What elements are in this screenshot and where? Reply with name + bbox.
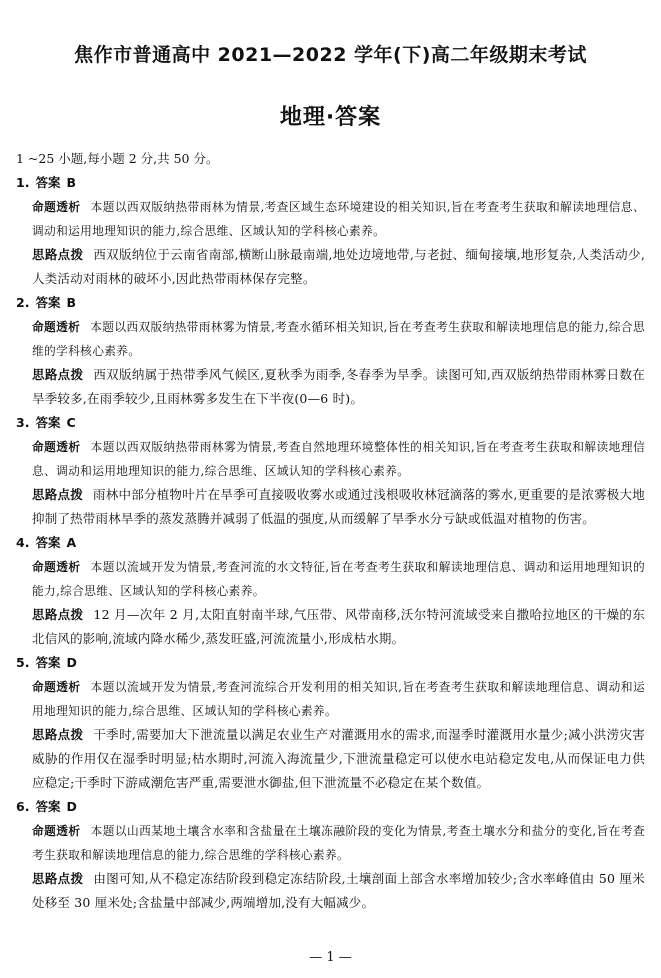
approach-paragraph [32,363,645,411]
analysis-paragraph [32,675,645,723]
approach-text: 12 月—次年 2 月,太阳直射南半球,气压带、风带南移,沃尔特河流域受来自撒哈拉地区的干燥的东北信风的影响,流域内降水稀少,蒸发旺盛,河流流量小,形成枯水期。 [32,607,645,646]
answer-line [16,411,645,435]
question-1 [16,171,645,291]
approach-label: 思路点拨 [32,607,84,622]
answer-value: A [66,535,77,550]
analysis-text: 本题以流域开发为情景,考查河流的水文特征,旨在考查考生获取和解读地理信息、调动和运用地理知识的能力,综合思维、区域认知的学科核心素养。 [32,560,645,598]
answer-value: C [66,415,76,430]
approach-text: 雨林中部分植物叶片在旱季可直接吸收雾水或通过浅根吸收林冠滴落的雾水,更重要的是浓雾极大地抑制了热带雨林旱季的蒸发蒸腾并减弱了低温的强度,从而缓解了旱季水分亏缺或低温对植物的伤害。 [32,487,645,526]
approach-label: 思路点拨 [32,247,84,262]
analysis-label: 命题透析 [32,560,81,574]
approach-paragraph [32,723,645,795]
approach-paragraph [32,867,645,915]
question-6 [16,795,645,915]
answer-value: B [66,295,76,310]
approach-text: 干季时,需要加大下泄流量以满足农业生产对灌溉用水的需求,而湿季时灌溉用水量少;减小洪涝灾害威胁的作用仅在湿季时明显;枯水期时,河流入海流量少,下泄流量稳定可以使水电站稳定发电,从而保证电力供应稳定;干季时下游咸潮危害严重,需要泄水御盐,但下泄流量不必稳定在某个数值。 [32,727,645,790]
approach-label: 思路点拨 [32,727,84,742]
analysis-text: 本题以流域开发为情景,考查河流综合开发利用的相关知识,旨在考查考生获取和解读地理信息、调动和运用地理知识的能力,综合思维、区域认知的学科核心素养。 [32,680,645,718]
question-number: 6. [16,799,30,814]
question-3 [16,411,645,531]
exam-subtitle: 地理·答案 [279,105,382,130]
question-5 [16,651,645,795]
approach-paragraph [32,243,645,291]
approach-label: 思路点拨 [32,367,84,382]
analysis-label: 命题透析 [32,440,81,454]
question-number: 1. [16,175,30,190]
approach-label: 思路点拨 [32,487,83,502]
analysis-label: 命题透析 [32,824,81,838]
analysis-label: 命题透析 [32,200,81,214]
answer-label: 答案 [35,655,61,670]
analysis-text: 本题以西双版纳热带雨林为情景,考查区域生态环境建设的相关知识,旨在考查考生获取和解读地理信息、调动和运用地理知识的能力,综合思维、区域认知的学科核心素养。 [32,200,645,238]
answer-value: D [66,799,77,814]
answer-value: B [66,175,76,190]
question-number: 5. [16,655,30,670]
question-number: 2. [16,295,30,310]
question-4 [16,531,645,651]
answer-line [16,171,645,195]
analysis-text: 本题以西双版纳热带雨林雾为情景,考查自然地理环境整体性的相关知识,旨在考查考生获取和解读地理信息、调动和运用地理知识的能力,综合思维、区域认知的学科核心素养。 [32,440,645,478]
approach-paragraph [32,603,645,651]
answer-label: 答案 [35,799,61,814]
question-number: 4. [16,535,30,550]
answer-label: 答案 [35,415,61,430]
answer-line [16,795,645,819]
answer-value: D [66,655,77,670]
answer-line [16,291,645,315]
answer-label: 答案 [35,295,61,310]
analysis-label: 命题透析 [32,320,81,334]
question-2 [16,291,645,411]
analysis-paragraph [32,315,645,363]
analysis-paragraph [32,435,645,483]
approach-text: 西双版纳属于热带季风气候区,夏秋季为雨季,冬春季为旱季。读图可知,西双版纳热带雨林雾日数在旱季较多,在雨季较少,且雨林雾多发生在下半夜(0—6 时)。 [32,367,645,406]
analysis-paragraph [32,819,645,867]
question-number: 3. [16,415,30,430]
analysis-text: 本题以西双版纳热带雨林雾为情景,考查水循环相关知识,旨在考查考生获取和解读地理信息的能力,综合思维的学科核心素养。 [32,320,645,358]
analysis-paragraph [32,555,645,603]
answer-label: 答案 [35,535,61,550]
answer-label: 答案 [35,175,61,190]
scoring-intro: 1 ~25 小题,每小题 2 分,共 50 分。 [16,151,219,166]
analysis-label: 命题透析 [32,680,81,694]
approach-text: 西双版纳位于云南省南部,横断山脉最南端,地处边境地带,与老挝、缅甸接壤,地形复杂,人类活动少,人类活动对雨林的破坏小,因此热带雨林保存完整。 [32,247,645,286]
answer-content [16,147,645,915]
approach-text: 由图可知,从不稳定冻结阶段到稳定冻结阶段,土壤剖面上部含水率增加较少;含水率峰值由 50 厘米处移至 30 厘米处;含盐量中部减少,两端增加,没有大幅减少。 [32,871,645,910]
approach-paragraph [32,483,645,531]
answer-line [16,531,645,555]
analysis-text: 本题以山西某地土壤含水率和含盐量在土壤冻融阶段的变化为情景,考查土壤水分和盐分的变化,旨在考查考生获取和解读地理信息的能力,综合思维的学科核心素养。 [32,824,645,862]
page-number: — 1 — [309,950,352,965]
approach-label: 思路点拨 [32,871,84,886]
answer-line [16,651,645,675]
exam-title: 焦作市普通高中 2021—2022 学年(下)高二年级期末考试 [74,44,587,66]
analysis-paragraph [32,195,645,243]
